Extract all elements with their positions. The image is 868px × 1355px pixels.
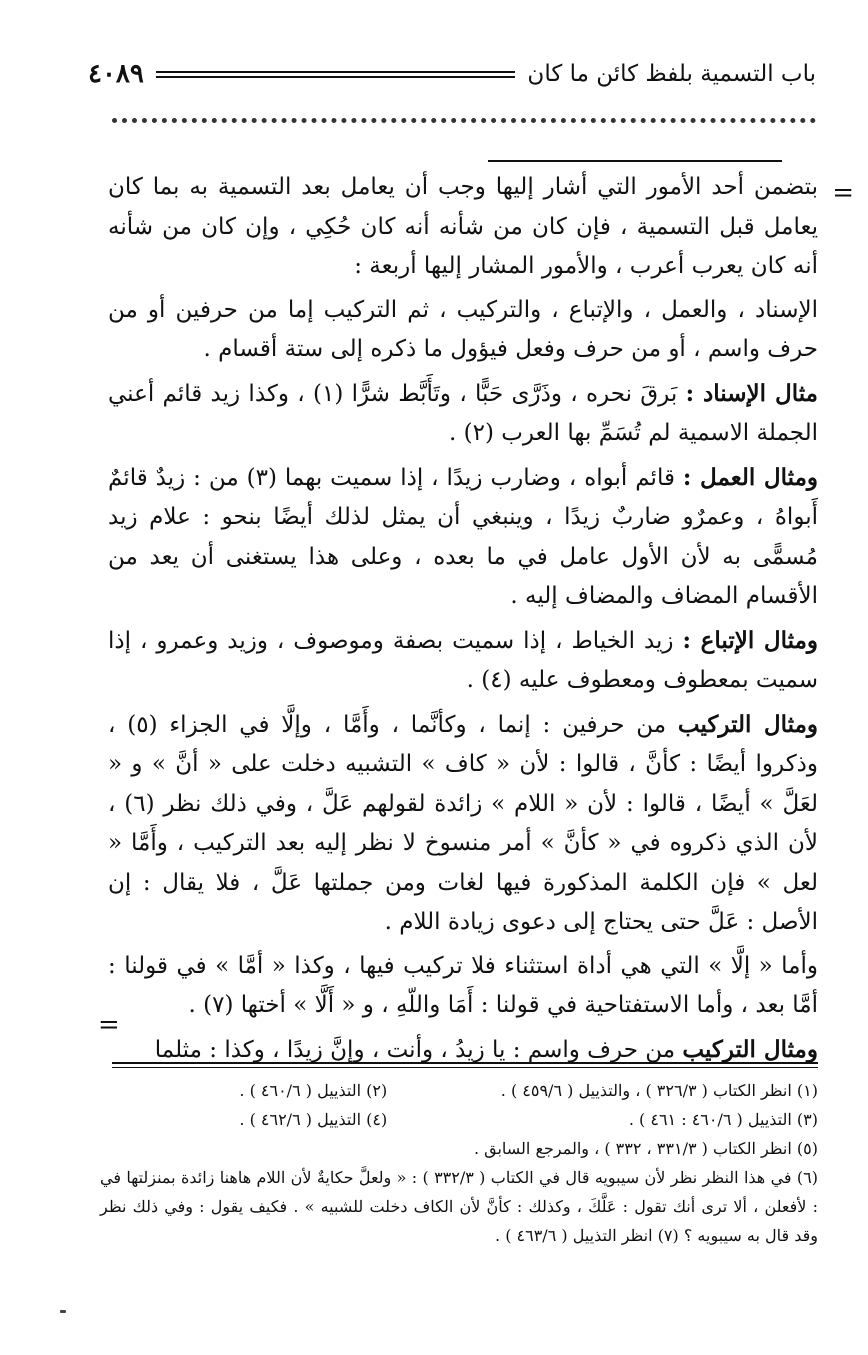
footnote: (٦) في هذا النظر نظر لأن سيبويه قال في الكتاب ( ٣٣٢/٣ ) : « ولعلَّ حكايةٌ لأن اللام هاهنا زائدة بمنزلتها في : لأفعلن ، ألا ترى أنك تقول : عَلَّكَ ، وكذلك : كأنَّ لأن الكاف دخلت للشبيه » . فكيف يقول : وفي ذلك نظر وقد قال به سيبويه ؟ [100,1168,818,1245]
page-number: ٤٠٨٩ [88,59,144,89]
short-separator-rule [488,160,782,162]
continuation-mark-end: = [98,1010,120,1040]
footnotes [100,1076,818,1250]
paragraph-text: الإسناد ، والعمل ، والإتباع ، والتركيب ، ثم التركيب إما من حرفين أو من حرف واسم ، أو من حرف وفعل فيؤول ما ذكره إلى ستة أقسام . [108,296,818,362]
running-head [88,56,816,92]
paragraph [108,705,818,943]
paragraph [108,621,818,701]
paragraph-text: وأما « إلَّا » التي هي أداة استثناء فلا تركيب فيها ، وكذا « أمَّا » في قولنا : أمَّا بعد ، وأما الاستفتاحية في قولنا : أَمَا واللّهِ ، و « أَلَّا » أختها (٧) . [108,952,819,1018]
footnote: (١) انظر الكتاب ( ٣٢٦/٣ ) ، والتذييل ( ٤٥٩/٦ ) . [500,1081,818,1100]
footnote-row [100,1105,818,1134]
header-rule [156,71,516,78]
paragraph-text: من حرف واسم : يا زيدُ ، وأنت ، وإنَّ زيدًا ، وكذا : مثلما [154,1036,676,1063]
paragraph [108,374,818,454]
footnote: (٥) انظر الكتاب ( ٣٣١/٣ ، ٣٣٢ ) ، والمرجع السابق . [473,1139,818,1158]
paragraph [108,458,818,617]
paragraph-text: قائم أبواه ، وضارب زيدًا ، إذا سميت بهما (٣) من : زيدٌ قائمٌ أَبواهُ ، وعمرٌو ضاربٌ زيدًا ، وينبغي أن يمثل لذلك أيضًا بنحو : علام زيد مُسمًّى به لأن الأول عامل في ما بعده ، وعلى هذا يستغنى أن يعد من الأقسام المضاف والمضاف إليه . [108,464,818,609]
paragraph-lead: ومثال الإتباع : [682,626,818,654]
dotted-separator [112,118,816,123]
footnote: (٢) التذييل ( ٤٦٠/٦ ) . [239,1081,388,1100]
scan-speck [60,1310,66,1313]
paragraph-lead: ومثال التركيب [682,1035,818,1063]
footnote-rule [112,1062,818,1068]
footnote: (٧) انظر التذييل ( ٤٦٣/٦ ) . [495,1226,679,1245]
footnote: (٤) التذييل ( ٤٦٢/٦ ) . [239,1110,388,1129]
paragraph-text: بتضمن أحد الأمور التي أشار إليها وجب أن يعامل بعد التسمية به بما كان يعامل قبل التسمية ، فإن كان من شأنه أنه كان حُكِي ، وإن كان من شأنه أنه كان يعرب أعرب ، والأمور المشار إليها أربعة : [108,174,818,279]
paragraph-lead: مثال الإسناد : [685,379,819,407]
paragraph-text: بَرقَ نحره ، وذَرَّى حَبًّا ، وتَأَبَّط شرًّا (١) ، وكذا زيد قائم أعني الجملة الاسمية لم تُسَمِّ بها العرب (٢) . [108,380,818,446]
paragraph-lead: ومثال التركيب [677,710,819,738]
main-text [108,168,818,1074]
paragraph [108,291,818,370]
paragraph-text: من حرفين : إنما ، وكأنَّما ، وأَمَّا ، وإلَّا في الجزاء (٥) ، وذكروا أيضًا : كأنَّ ، قالوا : لأن « كاف » التشبيه دخلت على « أنَّ » و « لعَلَّ » أيضًا ، قالوا : لأن « اللام » زائدة لقولهم عَلَّ ، وفي ذلك نظر (٦) ، لأن الذي ذكروه في « كأنَّ » أمر منسوخ لا نظر إليه بعد التركيب ، وأَمَّا « لعل » فإن الكلمة المذكورة فيها لغات ومن جملتها عَلَّ ، فلا يقال : إن الأصل : عَلَّ حتى يحتاج إلى دعوى زيادة اللام . [108,711,818,935]
paragraph [108,168,818,287]
paragraph [108,947,818,1026]
paragraph-lead: ومثال العمل : [682,463,818,491]
continuation-mark: = [832,178,854,208]
footnote-row [100,1076,818,1105]
paragraph-text: زيد الخياط ، إذا سميت بصفة وموصوف ، وزيد وعمرو ، إذا سميت بمعطوف ومعطوف عليه (٤) . [108,627,818,693]
footnote: (٣) التذييل ( ٤٦٠/٦ : ٤٦١ ) . [628,1110,818,1129]
chapter-title: باب التسمية بلفظ كائن ما كان [527,61,816,87]
footnote-long [100,1163,818,1250]
